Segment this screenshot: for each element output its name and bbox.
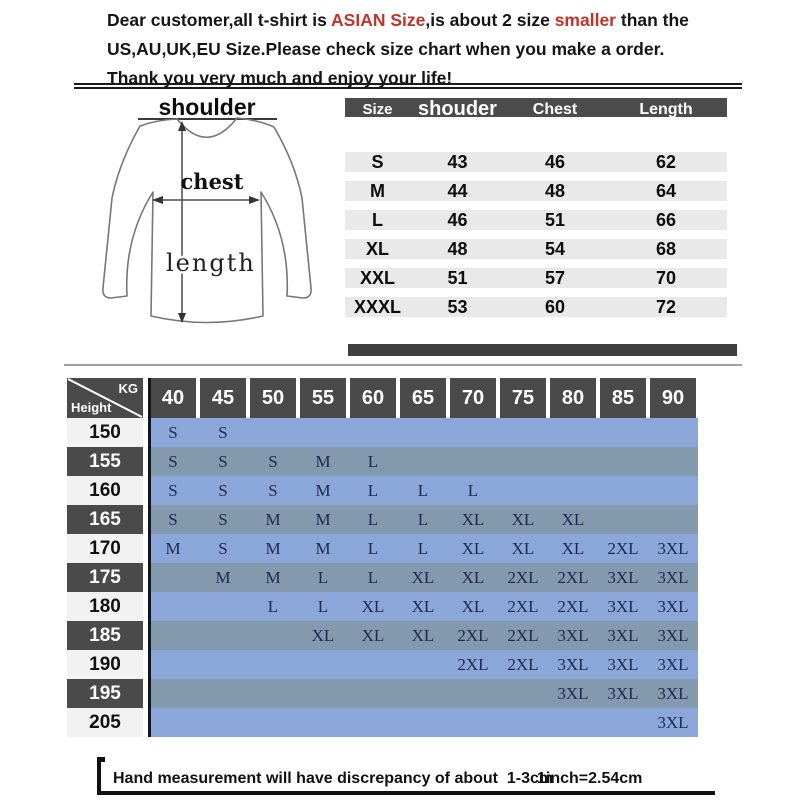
matrix-size-cell	[248, 708, 298, 737]
weight-column-header: 65	[400, 378, 446, 418]
size-table-header	[345, 98, 727, 120]
matrix-size-cell	[148, 679, 198, 708]
size-table	[345, 98, 727, 338]
matrix-size-cell: 3XL	[598, 563, 648, 592]
inch-conversion-note: 1inch=2.54cm	[537, 770, 643, 787]
matrix-size-cell: 3XL	[648, 679, 698, 708]
matrix-row	[67, 447, 698, 476]
size-table-cell: 54	[544, 239, 566, 259]
size-table-cell: XL	[365, 239, 389, 259]
matrix-size-cell: XL	[498, 505, 548, 534]
matrix-size-cell	[348, 708, 398, 737]
matrix-row	[67, 534, 698, 563]
matrix-size-cell	[648, 447, 698, 476]
size-table-cell: 62	[655, 152, 677, 172]
matrix-size-cell: S	[148, 505, 198, 534]
size-table-cell: 66	[655, 210, 677, 230]
matrix-size-cell: L	[398, 505, 448, 534]
matrix-size-cell: XL	[448, 534, 498, 563]
matrix-size-cell: S	[248, 476, 298, 505]
size-table-cell: 43	[447, 152, 468, 172]
matrix-size-cell	[398, 708, 448, 737]
matrix-size-cell: M	[248, 534, 298, 563]
notice-text-segment: smaller	[554, 10, 616, 30]
matrix-size-cell: 2XL	[548, 563, 598, 592]
matrix-size-cell	[548, 708, 598, 737]
matrix-row	[67, 650, 698, 679]
size-table-cell: 64	[655, 181, 677, 201]
matrix-size-cell	[248, 418, 298, 447]
matrix-size-cell: S	[198, 447, 248, 476]
matrix-header	[67, 378, 698, 418]
weight-column-header: 90	[650, 378, 696, 418]
size-table-bottom-bar	[348, 344, 737, 356]
matrix-size-cell	[648, 476, 698, 505]
matrix-size-cell: L	[348, 563, 398, 592]
matrix-size-cell	[548, 418, 598, 447]
notice-text-segment: ,is about 2 size	[425, 10, 555, 30]
matrix-size-cell: S	[148, 447, 198, 476]
size-table-cell: L	[372, 210, 383, 230]
matrix-size-cell	[198, 708, 248, 737]
height-row-header: 155	[67, 447, 143, 476]
matrix-size-cell: 2XL	[598, 534, 648, 563]
matrix-size-cell: XL	[398, 592, 448, 621]
weight-column-header: 80	[550, 378, 596, 418]
height-weight-matrix	[67, 378, 698, 737]
size-table-header-cell: Length	[639, 100, 693, 118]
matrix-size-cell	[598, 418, 648, 447]
corner-height-label: Height	[71, 400, 112, 415]
matrix-size-cell: M	[248, 563, 298, 592]
matrix-size-cell	[348, 650, 398, 679]
matrix-size-cell	[148, 708, 198, 737]
matrix-size-cell	[398, 447, 448, 476]
matrix-size-cell: XL	[398, 563, 448, 592]
matrix-size-cell: S	[148, 476, 198, 505]
matrix-row	[67, 476, 698, 505]
height-row-header: 185	[67, 621, 143, 650]
tshirt-measurement-diagram	[90, 88, 340, 348]
matrix-size-cell: XL	[348, 621, 398, 650]
matrix-size-cell: 3XL	[598, 621, 648, 650]
size-table-cell: XXL	[359, 268, 395, 288]
matrix-size-cell	[248, 650, 298, 679]
matrix-size-cell: L	[448, 476, 498, 505]
size-table-row	[345, 210, 727, 230]
section-divider	[64, 364, 742, 366]
notice-text-segment: US,AU,UK,EU Size.Please check size chart when you make a order.	[107, 39, 665, 59]
size-table-cell: 72	[655, 297, 677, 317]
weight-column-header: 60	[350, 378, 396, 418]
matrix-size-cell: 2XL	[498, 563, 548, 592]
matrix-size-cell: 3XL	[598, 592, 648, 621]
matrix-size-cell	[498, 476, 548, 505]
size-table-rows	[345, 152, 727, 326]
matrix-size-cell: XL	[548, 534, 598, 563]
size-table-cell: 51	[544, 210, 566, 230]
size-table-header-cell: shouder	[418, 98, 497, 120]
height-row-header: 160	[67, 476, 143, 505]
height-row-header: 165	[67, 505, 143, 534]
matrix-size-cell: M	[148, 534, 198, 563]
matrix-size-cell: 3XL	[648, 563, 698, 592]
size-table-cell: 53	[447, 297, 468, 317]
corner-kg-label: KG	[118, 381, 138, 396]
matrix-size-cell: M	[248, 505, 298, 534]
matrix-size-cell: L	[298, 592, 348, 621]
matrix-size-cell	[398, 418, 448, 447]
matrix-size-cell	[148, 621, 198, 650]
notice-text-segment: Thank you very much and enjoy your life!	[107, 68, 453, 88]
matrix-size-cell: 2XL	[498, 621, 548, 650]
matrix-size-cell: L	[348, 534, 398, 563]
matrix-size-cell: M	[198, 563, 248, 592]
matrix-size-cell: 2XL	[548, 592, 598, 621]
matrix-size-cell: XL	[448, 563, 498, 592]
matrix-row	[67, 563, 698, 592]
matrix-size-cell	[648, 418, 698, 447]
matrix-size-cell: 3XL	[648, 592, 698, 621]
matrix-size-cell	[448, 418, 498, 447]
matrix-size-cell	[298, 708, 348, 737]
matrix-size-cell	[398, 650, 448, 679]
size-table-row	[345, 239, 727, 259]
height-row-header: 205	[67, 708, 143, 737]
notice	[107, 6, 689, 93]
matrix-size-cell: 3XL	[648, 708, 698, 737]
matrix-size-cell	[148, 563, 198, 592]
chest-label: chest	[180, 169, 244, 194]
matrix-size-cell: 3XL	[548, 650, 598, 679]
matrix-size-cell: XL	[298, 621, 348, 650]
matrix-size-cell	[598, 505, 648, 534]
size-table-cell: 51	[447, 268, 468, 288]
matrix-size-cell: M	[298, 534, 348, 563]
matrix-size-cell: 3XL	[648, 650, 698, 679]
size-table-cell: 48	[544, 181, 566, 201]
size-table-cell: 46	[447, 210, 468, 230]
matrix-size-cell	[148, 592, 198, 621]
matrix-size-cell: L	[248, 592, 298, 621]
matrix-size-cell: 3XL	[598, 650, 648, 679]
size-table-cell: 44	[447, 181, 468, 201]
weight-column-header: 75	[500, 378, 546, 418]
matrix-size-cell: XL	[448, 505, 498, 534]
matrix-size-cell: 2XL	[498, 592, 548, 621]
matrix-size-cell: M	[298, 476, 348, 505]
matrix-size-cell: 3XL	[648, 534, 698, 563]
matrix-size-cell	[448, 708, 498, 737]
matrix-size-cell: M	[298, 505, 348, 534]
matrix-size-cell	[548, 447, 598, 476]
size-table-cell: 68	[655, 239, 677, 259]
notice-text-segment: than the	[616, 10, 689, 30]
matrix-size-cell: L	[298, 563, 348, 592]
matrix-size-cell: 2XL	[448, 650, 498, 679]
weight-column-header: 45	[200, 378, 246, 418]
notice-text-segment: Dear customer,all t-shirt is	[107, 10, 332, 30]
matrix-size-cell: 3XL	[548, 679, 598, 708]
matrix-row	[67, 621, 698, 650]
chest-arrowhead-right	[249, 196, 260, 204]
matrix-size-cell: S	[198, 476, 248, 505]
matrix-size-cell	[298, 650, 348, 679]
matrix-size-cell: L	[348, 476, 398, 505]
matrix-size-cell	[298, 418, 348, 447]
matrix-size-cell: XL	[548, 505, 598, 534]
matrix-size-cell: S	[248, 447, 298, 476]
tshirt-outline	[103, 118, 311, 323]
matrix-size-cell: L	[348, 447, 398, 476]
height-row-header: 190	[67, 650, 143, 679]
size-table-row	[345, 181, 727, 201]
notice-line	[107, 6, 689, 35]
shoulder-label: shoulder	[158, 94, 256, 120]
matrix-row	[67, 505, 698, 534]
measurement-note: Hand measurement will have discrepancy of about 1-3cm	[113, 770, 554, 787]
matrix-row	[67, 708, 698, 737]
matrix-size-cell: L	[348, 505, 398, 534]
matrix-size-cell: S	[198, 534, 248, 563]
matrix-corner-cell	[67, 378, 143, 418]
height-row-header: 175	[67, 563, 143, 592]
notice-text-segment: ASIAN Size	[331, 10, 426, 30]
matrix-size-cell: 2XL	[498, 650, 548, 679]
height-row-header: 170	[67, 534, 143, 563]
weight-column-header: 70	[450, 378, 496, 418]
matrix-size-cell	[348, 418, 398, 447]
size-table-cell: 57	[544, 268, 566, 288]
matrix-size-cell	[598, 476, 648, 505]
matrix-size-cell: XL	[398, 621, 448, 650]
matrix-size-cell: XL	[498, 534, 548, 563]
weight-column-header: 50	[250, 378, 296, 418]
matrix-size-cell	[198, 650, 248, 679]
size-table-cell: M	[370, 181, 385, 201]
weight-column-header: 85	[600, 378, 646, 418]
size-table-header-cell: Size	[362, 101, 393, 118]
matrix-size-cell: L	[398, 476, 448, 505]
matrix-size-cell: 2XL	[448, 621, 498, 650]
matrix-size-cell: 3XL	[598, 679, 648, 708]
height-row-header: 195	[67, 679, 143, 708]
size-table-cell: S	[371, 152, 384, 172]
matrix-size-cell: S	[198, 418, 248, 447]
length-label: length	[166, 249, 256, 277]
matrix-size-cell: 3XL	[648, 621, 698, 650]
matrix-size-cell	[448, 679, 498, 708]
matrix-size-cell	[648, 505, 698, 534]
matrix-row	[67, 592, 698, 621]
matrix-size-cell	[148, 650, 198, 679]
size-table-header-cell: Chest	[532, 100, 578, 118]
size-table-row	[345, 152, 727, 172]
weight-column-header: 40	[150, 378, 196, 418]
size-table-cell: 48	[447, 239, 468, 259]
weight-column-header: 55	[300, 378, 346, 418]
matrix-body	[67, 418, 698, 737]
matrix-size-cell: S	[198, 505, 248, 534]
size-table-row	[345, 268, 727, 288]
size-table-cell: 60	[544, 297, 566, 317]
matrix-size-cell	[498, 447, 548, 476]
matrix-size-cell	[398, 679, 448, 708]
matrix-size-cell: M	[298, 447, 348, 476]
matrix-size-cell	[548, 476, 598, 505]
matrix-size-cell	[598, 708, 648, 737]
matrix-size-cell	[448, 447, 498, 476]
matrix-size-cell	[198, 592, 248, 621]
matrix-left-border	[148, 378, 151, 737]
matrix-size-cell: XL	[348, 592, 398, 621]
matrix-size-cell	[298, 679, 348, 708]
matrix-size-cell	[498, 679, 548, 708]
size-table-cell: 70	[655, 268, 677, 288]
size-table-cell: 46	[544, 152, 566, 172]
size-table-cell: XXXL	[353, 297, 401, 317]
matrix-size-cell	[498, 418, 548, 447]
matrix-size-cell: XL	[448, 592, 498, 621]
matrix-size-cell: L	[398, 534, 448, 563]
size-table-row	[345, 297, 727, 317]
height-row-header: 150	[67, 418, 143, 447]
matrix-size-cell	[498, 708, 548, 737]
notice-line	[107, 35, 689, 64]
matrix-size-cell	[248, 621, 298, 650]
matrix-row	[67, 679, 698, 708]
matrix-size-cell	[598, 447, 648, 476]
matrix-row	[67, 418, 698, 447]
footer-bracket-vertical	[97, 757, 101, 795]
matrix-size-cell	[198, 621, 248, 650]
footer-bracket-bottom	[97, 791, 715, 795]
matrix-size-cell: 3XL	[548, 621, 598, 650]
matrix-size-cell	[198, 679, 248, 708]
matrix-size-cell	[248, 679, 298, 708]
matrix-size-cell: S	[148, 418, 198, 447]
height-row-header: 180	[67, 592, 143, 621]
matrix-size-cell	[348, 679, 398, 708]
